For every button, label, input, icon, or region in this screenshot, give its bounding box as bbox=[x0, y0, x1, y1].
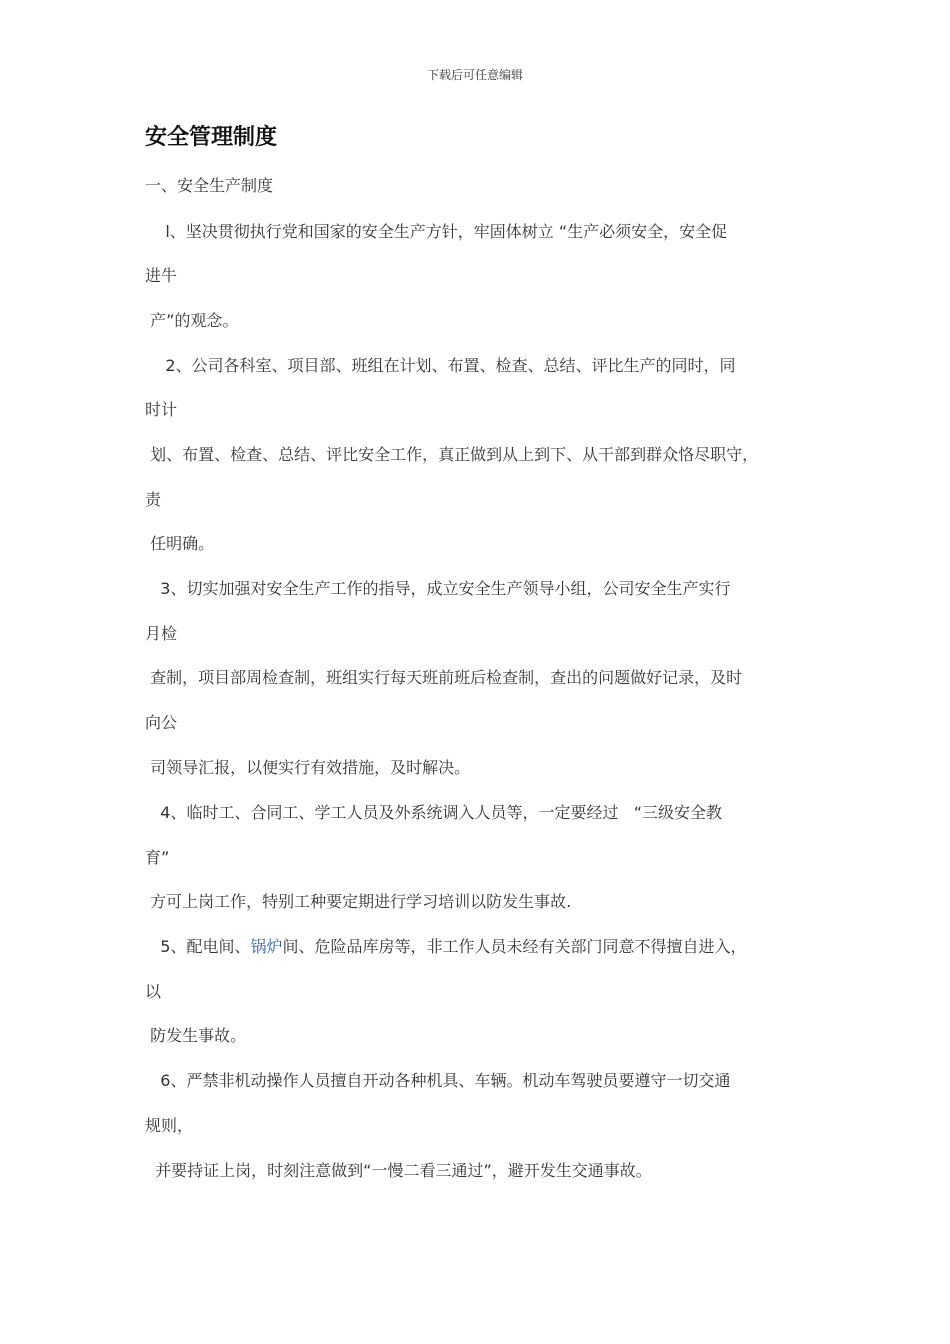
item-1-line-3: 产”的观念。 bbox=[145, 311, 239, 330]
item-4-line-2: 育” bbox=[145, 848, 170, 867]
item-1-line-2: 进牛 bbox=[145, 266, 178, 285]
item-3-line-2: 月检 bbox=[145, 624, 178, 643]
item-2-line-1: 2、公司各科室、项目部、班组在计划、布置、检查、总结、评比生产的同时，同 bbox=[145, 356, 736, 375]
item-6-line-3: 并要持证上岗，时刻注意做到“一慢二看三通过”，避开发生交通事故。 bbox=[145, 1161, 652, 1180]
item-5-prefix: 5、配电间、 bbox=[145, 937, 251, 956]
item-6-line-1: 6、严禁非机动操作人员擅自开动各种机具、车辆。机动车驾驶员要遵守一切交通 bbox=[145, 1071, 731, 1090]
item-4-line-3: 方可上岗工作，特别工种要定期进行学习培训以防发生事故. bbox=[145, 892, 572, 911]
section-heading: 一、安全生产制度 bbox=[145, 176, 274, 195]
item-5-line-1 bbox=[145, 937, 746, 957]
item-2-line-4: 责 bbox=[145, 490, 162, 509]
item-3-line-5: 司领导汇报，以便实行有效措施，及时解决。 bbox=[145, 758, 471, 777]
item-5-line-2: 以 bbox=[145, 982, 162, 1001]
header-note: 下载后可任意编辑 bbox=[426, 68, 523, 82]
item-2-line-5: 任明确。 bbox=[145, 534, 215, 553]
page-title: 安全管理制度 bbox=[145, 125, 278, 150]
item-2-line-3: 划、布置、检查、总结、评比安全工作，真正做到从上到下、从干部到群众恪尽职守， bbox=[145, 445, 759, 464]
item-1-line-1: l、坚决贯彻执行党和国家的安全生产方针，牢固体树立 “生产必须安全，安全促 bbox=[145, 222, 728, 241]
item-3-line-4: 向公 bbox=[145, 713, 178, 732]
item-4-line-1: 4、临时工、合同工、学工人员及外系统调入人员等，一定要经过 “三级安全教 bbox=[145, 803, 722, 822]
item-5-suffix: 间、危险品库房等，非工作人员未经有关部门同意不得擅自进入， bbox=[282, 937, 747, 956]
item-5-line-3: 防发生事故。 bbox=[145, 1026, 247, 1045]
item-3-line-3: 查制，项目部周检查制，班组实行每天班前班后检查制，查出的问题做好记录，及时 bbox=[145, 668, 743, 687]
item-2-line-2: 时计 bbox=[145, 400, 178, 419]
boiler-link[interactable]: 锅炉 bbox=[250, 937, 283, 956]
item-6-line-2: 规则， bbox=[145, 1116, 194, 1135]
item-3-line-1: 3、切实加强对安全生产工作的指导，成立安全生产领导小组，公司安全生产实行 bbox=[145, 579, 731, 598]
